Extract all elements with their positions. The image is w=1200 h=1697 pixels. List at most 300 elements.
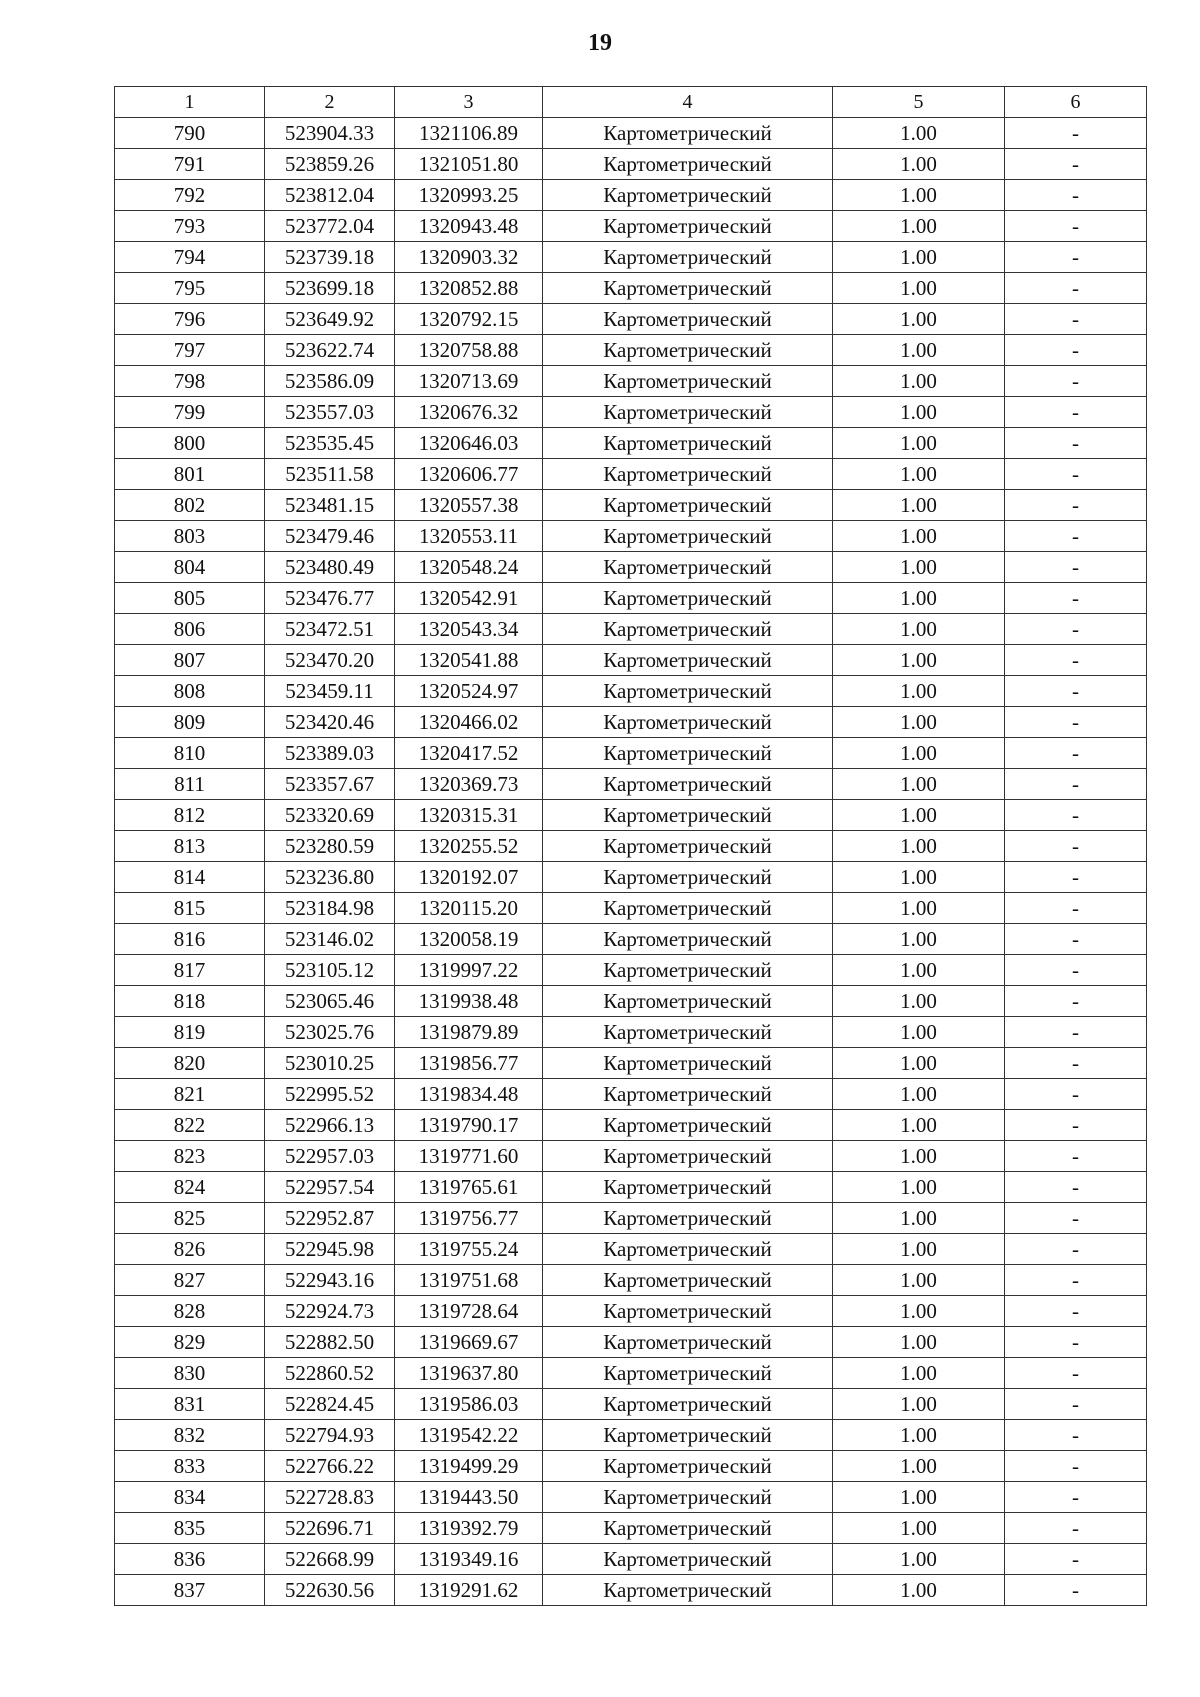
accuracy-cell: 1.00	[833, 459, 1005, 490]
y-coordinate-cell: 1320548.24	[395, 552, 543, 583]
table-row	[115, 552, 1147, 583]
accuracy-cell: 1.00	[833, 1482, 1005, 1513]
y-coordinate-cell: 1320852.88	[395, 273, 543, 304]
y-coordinate-cell: 1320417.52	[395, 738, 543, 769]
accuracy-cell: 1.00	[833, 1575, 1005, 1606]
accuracy-cell: 1.00	[833, 552, 1005, 583]
x-coordinate-cell: 523479.46	[265, 521, 395, 552]
note-cell: -	[1005, 1358, 1147, 1389]
table-row	[115, 180, 1147, 211]
x-coordinate-cell: 522952.87	[265, 1203, 395, 1234]
note-cell: -	[1005, 1482, 1147, 1513]
table-row	[115, 211, 1147, 242]
note-cell: -	[1005, 366, 1147, 397]
point-number-cell: 804	[115, 552, 265, 583]
x-coordinate-cell: 523459.11	[265, 676, 395, 707]
x-coordinate-cell: 523472.51	[265, 614, 395, 645]
x-coordinate-cell: 523586.09	[265, 366, 395, 397]
x-coordinate-cell: 523904.33	[265, 118, 395, 149]
y-coordinate-cell: 1320541.88	[395, 645, 543, 676]
point-number-cell: 795	[115, 273, 265, 304]
accuracy-cell: 1.00	[833, 676, 1005, 707]
table-row	[115, 1575, 1147, 1606]
y-coordinate-cell: 1320713.69	[395, 366, 543, 397]
accuracy-cell: 1.00	[833, 1079, 1005, 1110]
y-coordinate-cell: 1320058.19	[395, 924, 543, 955]
accuracy-cell: 1.00	[833, 893, 1005, 924]
method-cell: Картометрический	[543, 1048, 833, 1079]
accuracy-cell: 1.00	[833, 273, 1005, 304]
x-coordinate-cell: 522882.50	[265, 1327, 395, 1358]
table-row	[115, 1420, 1147, 1451]
method-cell: Картометрический	[543, 273, 833, 304]
x-coordinate-cell: 523105.12	[265, 955, 395, 986]
x-coordinate-cell: 523481.15	[265, 490, 395, 521]
x-coordinate-cell: 523622.74	[265, 335, 395, 366]
table-row	[115, 1358, 1147, 1389]
method-cell: Картометрический	[543, 1203, 833, 1234]
accuracy-cell: 1.00	[833, 304, 1005, 335]
table-row	[115, 1296, 1147, 1327]
table-body	[115, 118, 1147, 1606]
method-cell: Картометрический	[543, 1079, 833, 1110]
note-cell: -	[1005, 521, 1147, 552]
x-coordinate-cell: 523236.80	[265, 862, 395, 893]
table-row	[115, 893, 1147, 924]
table-row	[115, 738, 1147, 769]
x-coordinate-cell: 522966.13	[265, 1110, 395, 1141]
y-coordinate-cell: 1320792.15	[395, 304, 543, 335]
method-cell: Картометрический	[543, 149, 833, 180]
x-coordinate-cell: 523320.69	[265, 800, 395, 831]
point-number-cell: 824	[115, 1172, 265, 1203]
accuracy-cell: 1.00	[833, 397, 1005, 428]
y-coordinate-cell: 1319728.64	[395, 1296, 543, 1327]
x-coordinate-cell: 523511.58	[265, 459, 395, 490]
accuracy-cell: 1.00	[833, 800, 1005, 831]
note-cell: -	[1005, 335, 1147, 366]
point-number-cell: 792	[115, 180, 265, 211]
note-cell: -	[1005, 490, 1147, 521]
table-row	[115, 645, 1147, 676]
y-coordinate-cell: 1319637.80	[395, 1358, 543, 1389]
accuracy-cell: 1.00	[833, 769, 1005, 800]
x-coordinate-cell: 523535.45	[265, 428, 395, 459]
method-cell: Картометрический	[543, 1110, 833, 1141]
method-cell: Картометрический	[543, 521, 833, 552]
point-number-cell: 799	[115, 397, 265, 428]
method-cell: Картометрический	[543, 211, 833, 242]
note-cell: -	[1005, 707, 1147, 738]
table-row	[115, 1234, 1147, 1265]
x-coordinate-cell: 523772.04	[265, 211, 395, 242]
x-coordinate-cell: 523184.98	[265, 893, 395, 924]
accuracy-cell: 1.00	[833, 521, 1005, 552]
y-coordinate-cell: 1321106.89	[395, 118, 543, 149]
x-coordinate-cell: 522860.52	[265, 1358, 395, 1389]
method-cell: Картометрический	[543, 1513, 833, 1544]
method-cell: Картометрический	[543, 676, 833, 707]
table-row	[115, 273, 1147, 304]
point-number-cell: 831	[115, 1389, 265, 1420]
point-number-cell: 832	[115, 1420, 265, 1451]
x-coordinate-cell: 523649.92	[265, 304, 395, 335]
accuracy-cell: 1.00	[833, 1327, 1005, 1358]
y-coordinate-cell: 1319856.77	[395, 1048, 543, 1079]
method-cell: Картометрический	[543, 428, 833, 459]
x-coordinate-cell: 523739.18	[265, 242, 395, 273]
note-cell: -	[1005, 552, 1147, 583]
method-cell: Картометрический	[543, 1234, 833, 1265]
y-coordinate-cell: 1320255.52	[395, 831, 543, 862]
accuracy-cell: 1.00	[833, 242, 1005, 273]
method-cell: Картометрический	[543, 614, 833, 645]
y-coordinate-cell: 1320115.20	[395, 893, 543, 924]
method-cell: Картометрический	[543, 459, 833, 490]
x-coordinate-cell: 522766.22	[265, 1451, 395, 1482]
note-cell: -	[1005, 273, 1147, 304]
point-number-cell: 803	[115, 521, 265, 552]
y-coordinate-cell: 1319790.17	[395, 1110, 543, 1141]
method-cell: Картометрический	[543, 180, 833, 211]
x-coordinate-cell: 522668.99	[265, 1544, 395, 1575]
note-cell: -	[1005, 211, 1147, 242]
y-coordinate-cell: 1319938.48	[395, 986, 543, 1017]
table-row	[115, 1079, 1147, 1110]
accuracy-cell: 1.00	[833, 490, 1005, 521]
note-cell: -	[1005, 149, 1147, 180]
y-coordinate-cell: 1319349.16	[395, 1544, 543, 1575]
accuracy-cell: 1.00	[833, 707, 1005, 738]
accuracy-cell: 1.00	[833, 1017, 1005, 1048]
method-cell: Картометрический	[543, 1327, 833, 1358]
y-coordinate-cell: 1319771.60	[395, 1141, 543, 1172]
table-row	[115, 1172, 1147, 1203]
accuracy-cell: 1.00	[833, 428, 1005, 459]
y-coordinate-cell: 1320192.07	[395, 862, 543, 893]
method-cell: Картометрический	[543, 800, 833, 831]
y-coordinate-cell: 1319997.22	[395, 955, 543, 986]
y-coordinate-cell: 1319751.68	[395, 1265, 543, 1296]
note-cell: -	[1005, 1327, 1147, 1358]
point-number-cell: 827	[115, 1265, 265, 1296]
method-cell: Картометрический	[543, 645, 833, 676]
column-header: 2	[265, 87, 395, 118]
column-header: 5	[833, 87, 1005, 118]
y-coordinate-cell: 1320466.02	[395, 707, 543, 738]
note-cell: -	[1005, 1017, 1147, 1048]
method-cell: Картометрический	[543, 552, 833, 583]
table-row	[115, 1544, 1147, 1575]
table-row	[115, 924, 1147, 955]
y-coordinate-cell: 1319879.89	[395, 1017, 543, 1048]
column-header: 6	[1005, 87, 1147, 118]
header-row	[115, 87, 1147, 118]
note-cell: -	[1005, 459, 1147, 490]
point-number-cell: 800	[115, 428, 265, 459]
note-cell: -	[1005, 1544, 1147, 1575]
accuracy-cell: 1.00	[833, 1203, 1005, 1234]
method-cell: Картометрический	[543, 769, 833, 800]
method-cell: Картометрический	[543, 707, 833, 738]
point-number-cell: 826	[115, 1234, 265, 1265]
y-coordinate-cell: 1319499.29	[395, 1451, 543, 1482]
table-row	[115, 862, 1147, 893]
note-cell: -	[1005, 893, 1147, 924]
y-coordinate-cell: 1319756.77	[395, 1203, 543, 1234]
accuracy-cell: 1.00	[833, 1265, 1005, 1296]
note-cell: -	[1005, 1172, 1147, 1203]
point-number-cell: 814	[115, 862, 265, 893]
method-cell: Картометрический	[543, 893, 833, 924]
table-row	[115, 397, 1147, 428]
accuracy-cell: 1.00	[833, 211, 1005, 242]
table-row	[115, 769, 1147, 800]
table-row	[115, 242, 1147, 273]
x-coordinate-cell: 522630.56	[265, 1575, 395, 1606]
note-cell: -	[1005, 1203, 1147, 1234]
note-cell: -	[1005, 1389, 1147, 1420]
x-coordinate-cell: 522696.71	[265, 1513, 395, 1544]
note-cell: -	[1005, 986, 1147, 1017]
table-row	[115, 1048, 1147, 1079]
x-coordinate-cell: 523010.25	[265, 1048, 395, 1079]
note-cell: -	[1005, 1296, 1147, 1327]
table-row	[115, 1482, 1147, 1513]
table-row	[115, 428, 1147, 459]
y-coordinate-cell: 1319834.48	[395, 1079, 543, 1110]
point-number-cell: 805	[115, 583, 265, 614]
point-number-cell: 793	[115, 211, 265, 242]
accuracy-cell: 1.00	[833, 1420, 1005, 1451]
y-coordinate-cell: 1320993.25	[395, 180, 543, 211]
table-row	[115, 1110, 1147, 1141]
method-cell: Картометрический	[543, 1141, 833, 1172]
y-coordinate-cell: 1320553.11	[395, 521, 543, 552]
point-number-cell: 806	[115, 614, 265, 645]
table-row	[115, 707, 1147, 738]
note-cell: -	[1005, 645, 1147, 676]
method-cell: Картометрический	[543, 1017, 833, 1048]
point-number-cell: 833	[115, 1451, 265, 1482]
point-number-cell: 819	[115, 1017, 265, 1048]
y-coordinate-cell: 1320758.88	[395, 335, 543, 366]
y-coordinate-cell: 1319291.62	[395, 1575, 543, 1606]
y-coordinate-cell: 1319755.24	[395, 1234, 543, 1265]
x-coordinate-cell: 523699.18	[265, 273, 395, 304]
table-row	[115, 986, 1147, 1017]
accuracy-cell: 1.00	[833, 1110, 1005, 1141]
column-header: 3	[395, 87, 543, 118]
x-coordinate-cell: 523557.03	[265, 397, 395, 428]
point-number-cell: 794	[115, 242, 265, 273]
accuracy-cell: 1.00	[833, 1048, 1005, 1079]
x-coordinate-cell: 522728.83	[265, 1482, 395, 1513]
method-cell: Картометрический	[543, 986, 833, 1017]
x-coordinate-cell: 522957.54	[265, 1172, 395, 1203]
x-coordinate-cell: 522943.16	[265, 1265, 395, 1296]
point-number-cell: 822	[115, 1110, 265, 1141]
x-coordinate-cell: 523357.67	[265, 769, 395, 800]
accuracy-cell: 1.00	[833, 1172, 1005, 1203]
method-cell: Картометрический	[543, 1389, 833, 1420]
y-coordinate-cell: 1320606.77	[395, 459, 543, 490]
y-coordinate-cell: 1320646.03	[395, 428, 543, 459]
method-cell: Картометрический	[543, 304, 833, 335]
note-cell: -	[1005, 924, 1147, 955]
accuracy-cell: 1.00	[833, 1358, 1005, 1389]
y-coordinate-cell: 1320543.34	[395, 614, 543, 645]
table-row	[115, 521, 1147, 552]
accuracy-cell: 1.00	[833, 366, 1005, 397]
accuracy-cell: 1.00	[833, 335, 1005, 366]
note-cell: -	[1005, 583, 1147, 614]
point-number-cell: 820	[115, 1048, 265, 1079]
point-number-cell: 829	[115, 1327, 265, 1358]
accuracy-cell: 1.00	[833, 955, 1005, 986]
note-cell: -	[1005, 242, 1147, 273]
method-cell: Картометрический	[543, 583, 833, 614]
table-row	[115, 1389, 1147, 1420]
table-row	[115, 583, 1147, 614]
table-row	[115, 676, 1147, 707]
method-cell: Картометрический	[543, 1575, 833, 1606]
x-coordinate-cell: 523280.59	[265, 831, 395, 862]
table-row	[115, 1203, 1147, 1234]
table-row	[115, 955, 1147, 986]
point-number-cell: 809	[115, 707, 265, 738]
column-header: 1	[115, 87, 265, 118]
point-number-cell: 837	[115, 1575, 265, 1606]
point-number-cell: 808	[115, 676, 265, 707]
accuracy-cell: 1.00	[833, 1389, 1005, 1420]
table-row	[115, 304, 1147, 335]
point-number-cell: 817	[115, 955, 265, 986]
accuracy-cell: 1.00	[833, 1296, 1005, 1327]
x-coordinate-cell: 522794.93	[265, 1420, 395, 1451]
table-row	[115, 335, 1147, 366]
table-header	[115, 87, 1147, 118]
accuracy-cell: 1.00	[833, 1234, 1005, 1265]
method-cell: Картометрический	[543, 242, 833, 273]
y-coordinate-cell: 1320903.32	[395, 242, 543, 273]
table-row	[115, 614, 1147, 645]
method-cell: Картометрический	[543, 1358, 833, 1389]
method-cell: Картометрический	[543, 1265, 833, 1296]
x-coordinate-cell: 523470.20	[265, 645, 395, 676]
note-cell: -	[1005, 1265, 1147, 1296]
x-coordinate-cell: 523025.76	[265, 1017, 395, 1048]
accuracy-cell: 1.00	[833, 1451, 1005, 1482]
table-row	[115, 831, 1147, 862]
accuracy-cell: 1.00	[833, 1513, 1005, 1544]
point-number-cell: 802	[115, 490, 265, 521]
method-cell: Картометрический	[543, 335, 833, 366]
point-number-cell: 791	[115, 149, 265, 180]
method-cell: Картометрический	[543, 1482, 833, 1513]
method-cell: Картометрический	[543, 1544, 833, 1575]
point-number-cell: 818	[115, 986, 265, 1017]
y-coordinate-cell: 1320542.91	[395, 583, 543, 614]
x-coordinate-cell: 522824.45	[265, 1389, 395, 1420]
accuracy-cell: 1.00	[833, 924, 1005, 955]
y-coordinate-cell: 1319765.61	[395, 1172, 543, 1203]
table-row	[115, 1327, 1147, 1358]
point-number-cell: 812	[115, 800, 265, 831]
table-row	[115, 1265, 1147, 1296]
y-coordinate-cell: 1320315.31	[395, 800, 543, 831]
x-coordinate-cell: 522957.03	[265, 1141, 395, 1172]
x-coordinate-cell: 522945.98	[265, 1234, 395, 1265]
y-coordinate-cell: 1319669.67	[395, 1327, 543, 1358]
point-number-cell: 835	[115, 1513, 265, 1544]
point-number-cell: 801	[115, 459, 265, 490]
note-cell: -	[1005, 800, 1147, 831]
accuracy-cell: 1.00	[833, 180, 1005, 211]
x-coordinate-cell: 522924.73	[265, 1296, 395, 1327]
method-cell: Картометрический	[543, 1451, 833, 1482]
table-row	[115, 1017, 1147, 1048]
table-row	[115, 1451, 1147, 1482]
accuracy-cell: 1.00	[833, 831, 1005, 862]
y-coordinate-cell: 1319443.50	[395, 1482, 543, 1513]
accuracy-cell: 1.00	[833, 738, 1005, 769]
method-cell: Картометрический	[543, 490, 833, 521]
x-coordinate-cell: 523146.02	[265, 924, 395, 955]
point-number-cell: 823	[115, 1141, 265, 1172]
x-coordinate-cell: 523476.77	[265, 583, 395, 614]
note-cell: -	[1005, 180, 1147, 211]
note-cell: -	[1005, 1420, 1147, 1451]
method-cell: Картометрический	[543, 397, 833, 428]
coordinates-table	[114, 86, 1147, 1606]
note-cell: -	[1005, 676, 1147, 707]
note-cell: -	[1005, 1110, 1147, 1141]
table-row	[115, 149, 1147, 180]
accuracy-cell: 1.00	[833, 614, 1005, 645]
x-coordinate-cell: 523812.04	[265, 180, 395, 211]
table-row	[115, 1141, 1147, 1172]
note-cell: -	[1005, 1451, 1147, 1482]
method-cell: Картометрический	[543, 955, 833, 986]
point-number-cell: 836	[115, 1544, 265, 1575]
accuracy-cell: 1.00	[833, 1544, 1005, 1575]
y-coordinate-cell: 1320524.97	[395, 676, 543, 707]
accuracy-cell: 1.00	[833, 1141, 1005, 1172]
method-cell: Картометрический	[543, 118, 833, 149]
accuracy-cell: 1.00	[833, 645, 1005, 676]
point-number-cell: 815	[115, 893, 265, 924]
note-cell: -	[1005, 428, 1147, 459]
point-number-cell: 828	[115, 1296, 265, 1327]
note-cell: -	[1005, 1513, 1147, 1544]
accuracy-cell: 1.00	[833, 583, 1005, 614]
note-cell: -	[1005, 955, 1147, 986]
note-cell: -	[1005, 118, 1147, 149]
point-number-cell: 813	[115, 831, 265, 862]
table-row	[115, 1513, 1147, 1544]
accuracy-cell: 1.00	[833, 118, 1005, 149]
x-coordinate-cell: 523389.03	[265, 738, 395, 769]
note-cell: -	[1005, 1079, 1147, 1110]
note-cell: -	[1005, 831, 1147, 862]
table-row	[115, 459, 1147, 490]
column-header: 4	[543, 87, 833, 118]
note-cell: -	[1005, 1234, 1147, 1265]
note-cell: -	[1005, 1141, 1147, 1172]
y-coordinate-cell: 1320557.38	[395, 490, 543, 521]
accuracy-cell: 1.00	[833, 149, 1005, 180]
